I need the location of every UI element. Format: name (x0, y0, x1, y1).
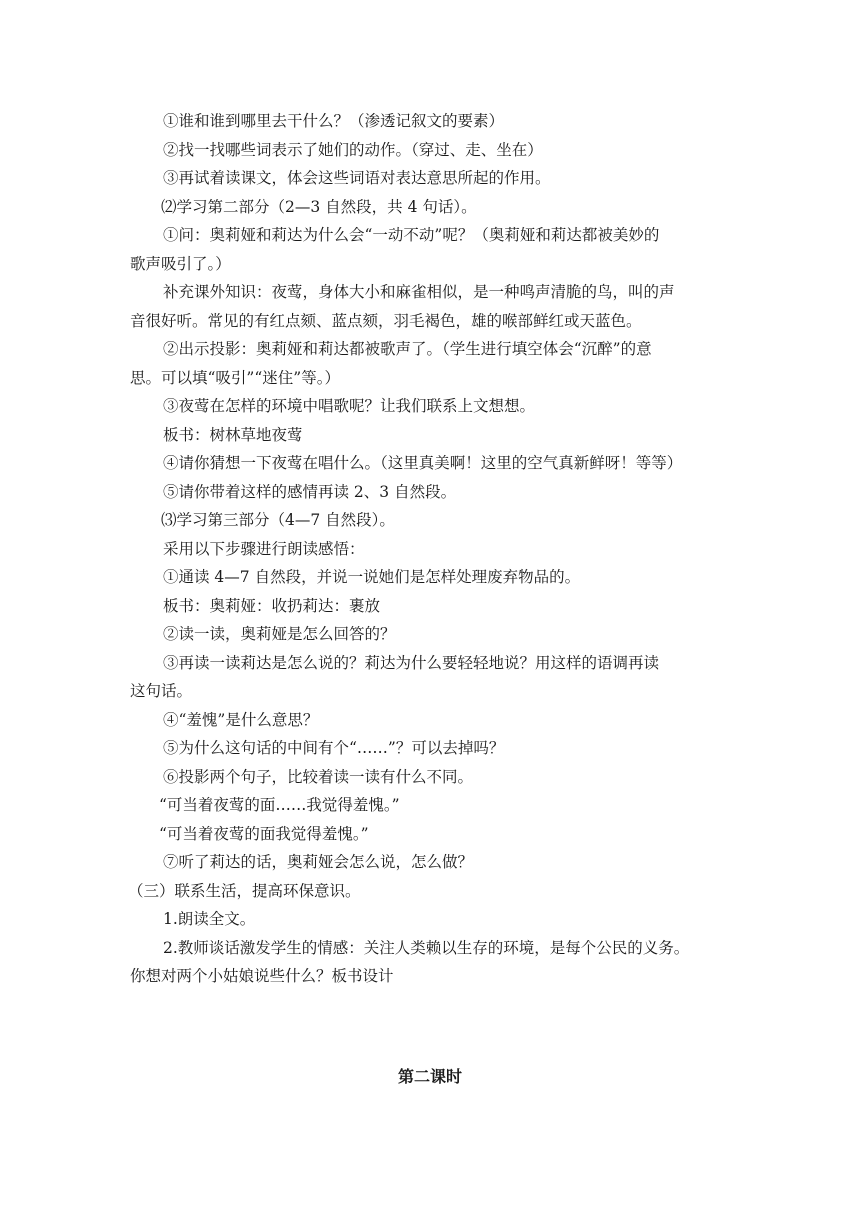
text-line: 1.朗读全文。 (163, 910, 256, 928)
text-line: 采用以下步骤进行朗读感悟： (163, 539, 365, 558)
text-line: ③再读一读莉达是怎么说的？莉达为什么要轻轻地说？用这样的语调再读 (163, 653, 660, 672)
text-line: ①谁和谁到哪里去干什么？（渗透记叙文的要素） (163, 112, 505, 130)
text-line: ②读一读，奥莉娅是怎么回答的？ (163, 625, 396, 643)
text-line: “可当着夜莺的面……我觉得羞愧。” (159, 796, 400, 814)
text-line: 2.教师谈话激发学生的情感：关注人类赖以生存的环境，是每个公民的义务。 (163, 938, 690, 957)
section-title: 第二课时 (397, 1067, 462, 1086)
text-line: 你想对两个小姑娘说些什么？板书设计 (130, 967, 394, 985)
text-line: （三）联系生活，提高环保意识。 (128, 881, 361, 900)
text-line: 音很好听。常见的有红点颏、蓝点颏，羽毛褐色，雄的喉部鲜红或天蓝色。 (130, 311, 642, 330)
text-line: ⑶学习第三部分（4—7 自然段）。 (161, 511, 395, 529)
text-line: 补充课外知识：夜莺，身体大小和麻雀相似，是一种鸣声清脆的鸟，叫的声 (163, 283, 675, 301)
text-line: ④请你猜想一下夜莺在唱什么。（这里真美啊！这里的空气真新鲜呀！等等） (163, 454, 683, 472)
text-line: 思。可以填“吸引”“迷住”等。） (130, 368, 340, 387)
document-body (130, 107, 730, 991)
text-line: ③夜莺在怎样的环境中唱歌呢？让我们联系上文想想。 (163, 397, 536, 415)
text-line: ⑥投影两个句子，比较着读一读有什么不同。 (163, 767, 474, 786)
text-line: 歌声吸引了。） (130, 254, 231, 273)
text-line: ⑦听了莉达的话，奥莉娅会怎么说，怎么做？ (163, 853, 474, 871)
text-line: “可当着夜莺的面我觉得羞愧。” (159, 824, 369, 843)
text-line: ⑤为什么这句话的中间有个“……”？可以去掉吗？ (163, 739, 505, 757)
text-line: 这句话。 (130, 682, 193, 700)
text-line: ⑵学习第二部分（2—3 自然段，共 4 句话）。 (161, 197, 477, 216)
text-line: 板书：树林草地夜莺 (163, 425, 303, 444)
text-line: ①问：奥莉娅和莉达为什么会“一动不动”呢？（奥莉娅和莉达都被美妙的 (163, 226, 660, 244)
text-line: 板书：奥莉娅：收扔莉达：裹放 (163, 596, 381, 615)
text-line: ③再试着读课文，体会这些词语对表达意思所起的作用。 (163, 169, 551, 187)
text-line: ②出示投影：奥莉娅和莉达都被歌声了。（学生进行填空体会“沉醉”的意 (163, 340, 652, 358)
text-line: ⑤请你带着这样的感情再读 2、3 自然段。 (163, 482, 457, 501)
text-line: ④“羞愧”是什么意思？ (163, 710, 319, 729)
text-line: ①通读 4—7 自然段，并说一说她们是怎样处理废弃物品的。 (163, 568, 581, 586)
text-line: ②找一找哪些词表示了她们的动作。（穿过、走、坐在） (163, 140, 543, 159)
